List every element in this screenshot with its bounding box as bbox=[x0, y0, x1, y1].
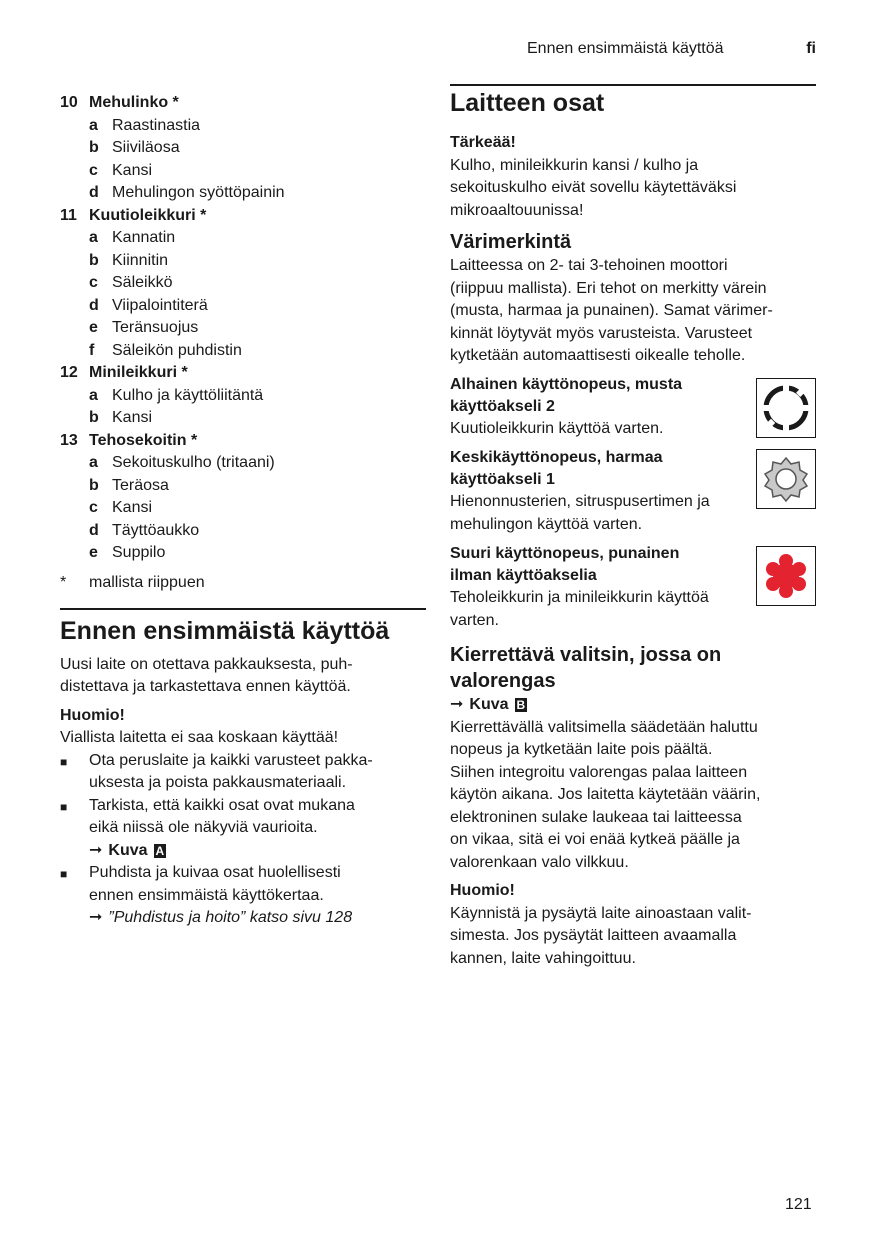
arrow-right-icon: ➞ bbox=[89, 841, 103, 859]
important-line: mikroaaltouunissa! bbox=[450, 201, 584, 219]
list-item bbox=[60, 497, 426, 520]
selector-line: elektroninen sulake laukeaa tai laitteessa bbox=[450, 808, 742, 826]
footnote-text: mallista riippuen bbox=[89, 573, 205, 591]
drive-shaft-black-icon bbox=[756, 378, 816, 438]
list-item bbox=[60, 272, 426, 295]
bullet-square-icon: ■ bbox=[60, 867, 68, 881]
speed-heading: Suuri käyttönopeus, punainen bbox=[450, 545, 680, 562]
speed-heading: Keskikäyttönopeus, harmaa bbox=[450, 449, 663, 466]
bullet-line: Puhdista ja kuivaa osat huolellisesti bbox=[89, 864, 341, 881]
item-letter: a bbox=[89, 116, 98, 134]
selector-line: Siihen integroitu valorengas palaa laitteen bbox=[450, 763, 748, 781]
item-text: Viipalointiterä bbox=[112, 296, 208, 314]
drive-shaft-red-icon bbox=[756, 546, 816, 606]
speed-low-block bbox=[450, 374, 816, 441]
intro-line-1: Uusi laite on otettava pakkauksesta, puh- bbox=[60, 655, 353, 673]
item-text: Mehulingon syöttöpainin bbox=[112, 184, 285, 201]
header-title: Ennen ensimmäistä käyttöä bbox=[527, 40, 724, 57]
speed-text: varten. bbox=[450, 611, 499, 629]
note2-line: kannen, laite vahingoittuu. bbox=[450, 949, 636, 967]
list-item bbox=[60, 227, 426, 250]
part-name: Kuutioleikkuri * bbox=[89, 206, 207, 224]
page-number: 121 bbox=[785, 1196, 812, 1213]
color-line: Laitteessa on 2- tai 3-tehoinen moottori bbox=[450, 257, 728, 274]
list-item bbox=[60, 340, 426, 363]
parts-list bbox=[60, 92, 426, 565]
item-text: Kulho ja käyttöliitäntä bbox=[112, 386, 264, 404]
item-letter: a bbox=[89, 454, 98, 471]
figure-reference-a[interactable] bbox=[89, 840, 355, 863]
bullet-item bbox=[60, 750, 426, 795]
list-item bbox=[60, 317, 426, 340]
list-item bbox=[60, 542, 426, 565]
item-letter: b bbox=[89, 139, 99, 156]
selector-heading: Kierrettävä valitsin, jossa on bbox=[450, 644, 722, 666]
parts-group bbox=[60, 362, 426, 430]
item-text: Kannatin bbox=[112, 229, 176, 246]
item-text: Kansi bbox=[112, 409, 153, 426]
arrow-right-icon: ➞ bbox=[450, 696, 464, 713]
figure-reference-b[interactable] bbox=[450, 694, 816, 717]
bullet-line: ennen ensimmäistä käyttökertaa. bbox=[89, 886, 324, 904]
important-line: Kulho, minileikkurin kansi / kulho ja bbox=[450, 156, 699, 174]
item-letter: d bbox=[89, 296, 99, 314]
speed-heading: käyttöakseli 1 bbox=[450, 471, 555, 488]
note2-line: simesta. Jos pysäytät laitteen avaamalla bbox=[450, 927, 737, 944]
bullet-item bbox=[60, 795, 426, 863]
figure-letter-badge: B bbox=[516, 698, 526, 713]
figure-label: Kuva bbox=[469, 696, 509, 713]
speed-high-block bbox=[450, 543, 816, 632]
item-letter: e bbox=[89, 319, 98, 336]
item-letter: a bbox=[89, 386, 98, 404]
speed-text: mehulingon käyttöä varten. bbox=[450, 515, 643, 533]
item-text: Siiviläosa bbox=[112, 139, 180, 156]
speed-heading: ilman käyttöakselia bbox=[450, 567, 597, 584]
item-text: Säleikkö bbox=[112, 274, 173, 291]
item-letter: d bbox=[89, 184, 99, 201]
parts-group-heading bbox=[60, 430, 426, 453]
item-text: Sekoituskulho (tritaani) bbox=[112, 454, 275, 471]
item-letter: b bbox=[89, 251, 99, 269]
bullet-line: uksesta ja poista pakkausmateriaali. bbox=[89, 774, 347, 791]
color-line: (musta, harmaa ja punainen). Samat värimer- bbox=[450, 302, 773, 319]
part-name: Tehosekoitin * bbox=[89, 431, 198, 449]
speed-text: Kuutioleikkurin käyttöä varten. bbox=[450, 419, 664, 437]
important-line: sekoituskulho eivät sovellu käytettäväksi bbox=[450, 179, 737, 196]
parts-group-heading bbox=[60, 362, 426, 385]
note-heading: Huomio! bbox=[60, 706, 125, 724]
selector-line: nopeus ja kytketään laite pois päältä. bbox=[450, 741, 713, 758]
item-letter: e bbox=[89, 544, 98, 561]
note2-heading: Huomio! bbox=[450, 882, 515, 899]
header-rule bbox=[450, 84, 816, 86]
list-item bbox=[60, 137, 426, 160]
bullet-line: Ota peruslaite ja kaikki varusteet pakka- bbox=[89, 751, 373, 769]
selector-line: käytön aikana. Jos laitetta käytetään väärin, bbox=[450, 786, 761, 803]
drive-shaft-grey-icon bbox=[756, 449, 816, 509]
list-item bbox=[60, 452, 426, 475]
important-heading: Tärkeää! bbox=[450, 134, 516, 151]
list-item bbox=[60, 160, 426, 183]
item-text: Täyttöaukko bbox=[112, 521, 200, 539]
list-item bbox=[60, 295, 426, 318]
speed-text: Teholeikkurin ja minileikkurin käyttöä bbox=[450, 589, 709, 606]
part-name: Minileikkuri * bbox=[89, 364, 188, 381]
parts-group bbox=[60, 430, 426, 565]
left-column bbox=[60, 92, 426, 930]
parts-group bbox=[60, 92, 426, 205]
item-text: Kansi bbox=[112, 161, 153, 179]
figure-letter-badge: A bbox=[155, 843, 165, 858]
color-coding-heading: Värimerkintä bbox=[450, 231, 572, 253]
selector-heading: valorengas bbox=[450, 670, 556, 692]
figure-label: Kuva bbox=[108, 841, 148, 859]
parts-group-heading bbox=[60, 92, 426, 115]
color-line: kytketään automaattisesti oikealle teholle. bbox=[450, 347, 746, 364]
section-title-before-use: Ennen ensimmäistä käyttöä bbox=[60, 616, 390, 645]
item-text: Suppilo bbox=[112, 544, 166, 561]
item-letter: c bbox=[89, 499, 98, 516]
part-name: Mehulinko * bbox=[89, 94, 179, 111]
item-letter: a bbox=[89, 229, 98, 246]
item-text: Raastinastia bbox=[112, 116, 201, 134]
item-text: Teräosa bbox=[112, 476, 169, 494]
parts-group bbox=[60, 205, 426, 363]
item-letter: c bbox=[89, 161, 98, 179]
part-number: 11 bbox=[60, 206, 77, 224]
list-item bbox=[60, 520, 426, 543]
list-item bbox=[60, 475, 426, 498]
item-letter: b bbox=[89, 409, 99, 426]
selector-line: Kierrettävällä valitsimella säädetään haluttu bbox=[450, 718, 758, 736]
item-letter: b bbox=[89, 476, 99, 494]
item-text: Säleikön puhdistin bbox=[112, 341, 242, 359]
part-number: 12 bbox=[60, 364, 78, 381]
arrow-right-icon: ➞ bbox=[89, 909, 103, 926]
speed-text: Hienonnusterien, sitruspusertimen ja bbox=[450, 493, 710, 510]
bullet-square-icon: ■ bbox=[60, 799, 68, 814]
list-item bbox=[60, 182, 426, 205]
page-reference-link[interactable] bbox=[89, 907, 352, 930]
section-title-parts: Laitteen osat bbox=[450, 89, 605, 117]
note-text: Viallista laitetta ei saa koskaan käyttää! bbox=[60, 729, 339, 746]
selector-line: on vikaa, sitä ei voi enää kytkeä päälle ja bbox=[450, 831, 740, 848]
item-letter: f bbox=[89, 341, 95, 359]
part-number: 10 bbox=[60, 94, 78, 111]
item-text: Kiinnitin bbox=[112, 251, 169, 269]
part-number: 13 bbox=[60, 431, 78, 449]
language-code: fi bbox=[806, 40, 816, 57]
bullet-square-icon: ■ bbox=[60, 754, 68, 769]
right-column bbox=[450, 88, 816, 970]
selector-line: valorenkaan valo vilkkuu. bbox=[450, 853, 629, 871]
speed-heading: käyttöakseli 2 bbox=[450, 397, 555, 415]
color-line: (riippuu mallista). Eri tehot on merkitty värein bbox=[450, 279, 767, 297]
item-letter: d bbox=[89, 521, 99, 539]
list-item bbox=[60, 385, 426, 408]
item-text: Teränsuojus bbox=[112, 319, 199, 336]
footnote-star: * bbox=[60, 573, 67, 591]
list-item bbox=[60, 115, 426, 138]
bullet-item bbox=[60, 862, 426, 930]
note2-line: Käynnistä ja pysäytä laite ainoastaan valit- bbox=[450, 904, 752, 922]
color-line: kinnät löytyvät myös varusteista. Varusteet bbox=[450, 324, 753, 342]
bullet-line: eikä niissä ole näkyviä vaurioita. bbox=[89, 819, 318, 836]
page-reference-text: ”Puhdistus ja hoito” katso sivu 128 bbox=[108, 909, 353, 926]
parts-group-heading bbox=[60, 205, 426, 228]
footnote bbox=[60, 572, 426, 594]
bullet-line: Tarkista, että kaikki osat ovat mukana bbox=[89, 796, 355, 814]
list-item bbox=[60, 250, 426, 273]
list-item bbox=[60, 407, 426, 430]
section-rule bbox=[60, 608, 426, 610]
page-header bbox=[450, 38, 816, 62]
item-text: Kansi bbox=[112, 499, 153, 516]
item-letter: c bbox=[89, 274, 98, 291]
speed-heading: Alhainen käyttönopeus, musta bbox=[450, 375, 683, 393]
speed-medium-block bbox=[450, 447, 816, 536]
intro-line-2: distettava ja tarkastettava ennen käyttöä. bbox=[60, 678, 351, 695]
